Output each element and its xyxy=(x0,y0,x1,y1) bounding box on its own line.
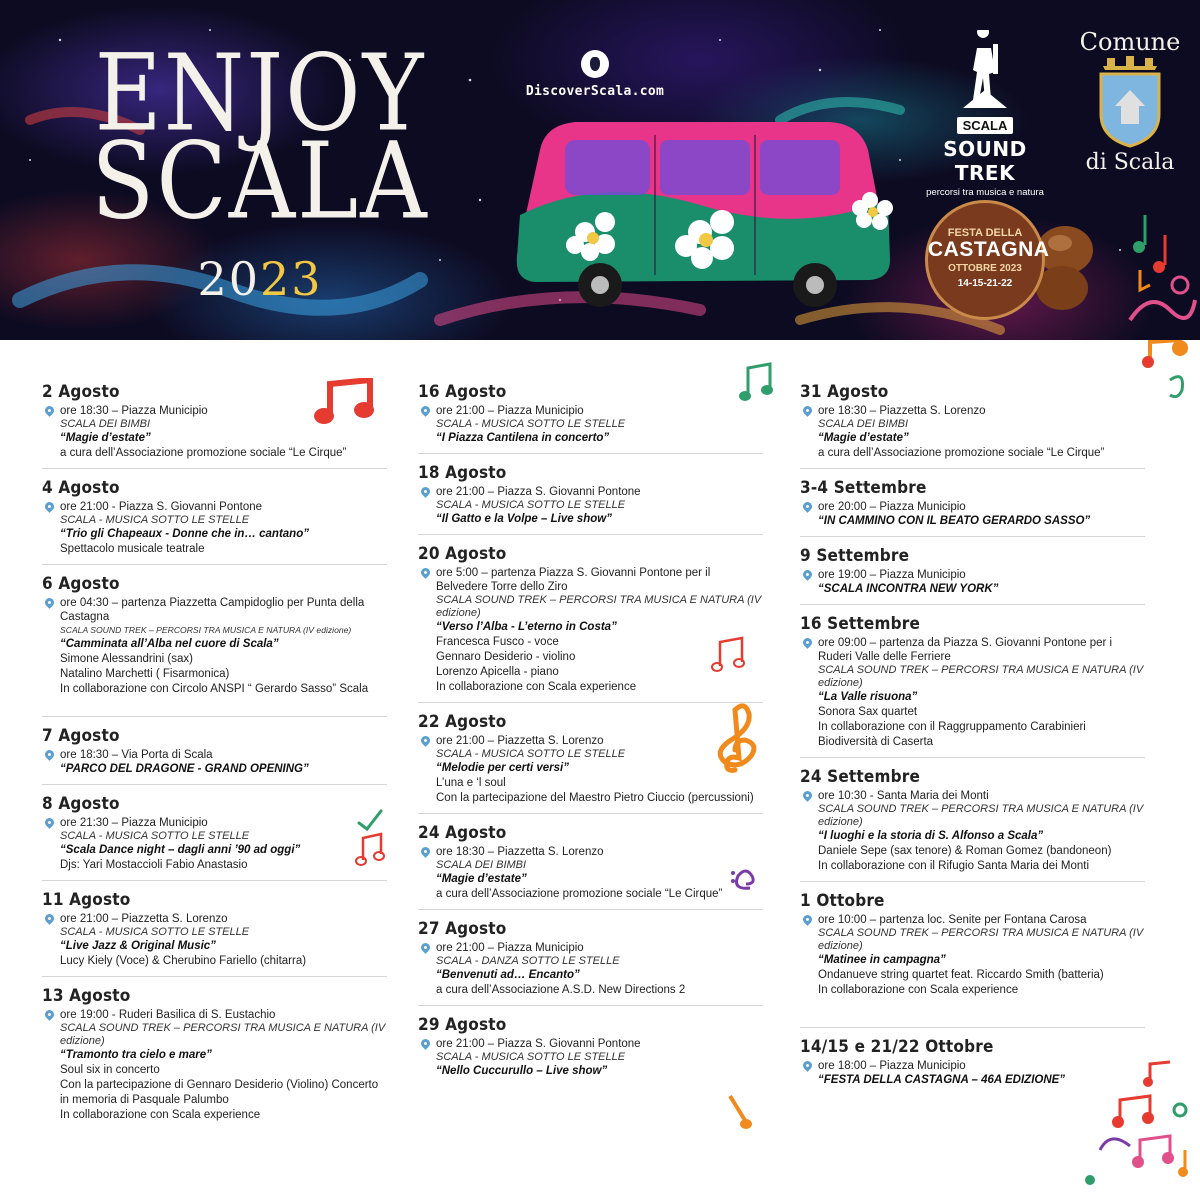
event-time: ore 18:00 – Piazza Municipio xyxy=(800,1059,1145,1073)
event-date: 11 Agosto xyxy=(42,890,131,910)
event-item xyxy=(418,1015,763,1086)
event-time: ore 04:30 – partenza Piazzetta Campidoglio per Punta della Castagna xyxy=(42,596,387,624)
event-item xyxy=(42,794,387,881)
festa-line4: 14-15-21-22 xyxy=(957,278,1013,289)
event-item xyxy=(418,463,763,535)
location-pin-icon xyxy=(801,913,814,926)
event-series: SCALA - MUSICA SOTTO LE STELLE xyxy=(436,418,626,430)
event-detail: Francesca Fusco - voce xyxy=(436,636,559,648)
event-name: “Live Jazz & Original Music” xyxy=(60,940,216,952)
location-pin-icon xyxy=(43,500,56,513)
event-date: 14/15 e 21/22 Ottobre xyxy=(800,1037,994,1057)
event-detail: Lucy Kiely (Voce) & Cherubino Fariello (chitarra) xyxy=(60,955,307,967)
event-item xyxy=(418,712,763,814)
event-date: 7 Agosto xyxy=(42,726,120,746)
event-series: SCALA SOUND TREK – PERCORSI TRA MUSICA E NATURA (IV edizione) xyxy=(818,664,1144,689)
event-detail: a cura dell’Associazione promozione sociale “Le Cirque” xyxy=(818,447,1105,459)
event-item xyxy=(418,919,763,1006)
event-time: ore 21:00 – Piazza S. Giovanni Pontone xyxy=(418,1037,763,1051)
discover-text: DiscoverScala.com xyxy=(525,84,665,99)
location-pin-icon xyxy=(419,566,432,579)
event-date: 20 Agosto xyxy=(418,544,507,564)
event-time: ore 21:00 – Piazza S. Giovanni Pontone xyxy=(418,485,763,499)
event-date: 4 Agosto xyxy=(42,478,120,498)
event-item xyxy=(800,767,1145,882)
event-name: “Il Gatto e la Volpe – Live show” xyxy=(436,513,612,525)
event-time: ore 18:30 – Piazza Municipio xyxy=(42,404,387,418)
event-detail: In collaborazione con Scala experience xyxy=(436,681,637,693)
event-detail: a cura dell’Associazione promozione sociale “Le Cirque” xyxy=(436,888,723,900)
event-series: SCALA DEI BIMBI xyxy=(60,418,151,430)
event-series: SCALA SOUND TREK – PERCORSI TRA MUSICA E NATURA (IV edizione) xyxy=(818,803,1144,828)
event-detail: Djs: Yari Mostaccioli Fabio Anastasio xyxy=(60,859,248,871)
sound-trek-logo xyxy=(920,30,1050,198)
location-pin-icon xyxy=(419,404,432,417)
event-series: SCALA DEI BIMBI xyxy=(436,859,527,871)
event-detail: Spettacolo musicale teatrale xyxy=(60,543,205,555)
event-time: ore 21:30 – Piazza Municipio xyxy=(42,816,387,830)
event-item xyxy=(42,574,387,717)
event-item xyxy=(418,544,763,703)
event-detail: Soul six in concerto xyxy=(60,1064,160,1076)
event-time: ore 21:00 - Piazza S. Giovanni Pontone xyxy=(42,500,387,514)
event-date: 16 Settembre xyxy=(800,614,921,634)
location-pin-icon xyxy=(419,845,432,858)
location-pin-icon xyxy=(43,1008,56,1021)
festa-line2: CASTAGNA xyxy=(928,238,1050,261)
event-detail: a cura dell’Associazione promozione sociale “Le Cirque” xyxy=(60,447,347,459)
header-notes xyxy=(1130,215,1195,320)
event-item xyxy=(800,614,1145,758)
event-detail: In collaborazione con Circolo ANSPI “ Gerardo Sasso” Scala xyxy=(60,683,369,695)
event-detail: Sonora Sax quartet xyxy=(818,706,918,718)
title-year xyxy=(80,252,440,306)
comune-bottom-text: di Scala xyxy=(1085,150,1175,175)
event-series: SCALA DEI BIMBI xyxy=(818,418,909,430)
title-enjoy: ENJOY xyxy=(94,31,426,155)
event-series: SCALA SOUND TREK – PERCORSI TRA MUSICA E NATURA (IV edizione) xyxy=(60,1022,386,1047)
comune-top-text: Comune xyxy=(1079,28,1181,56)
event-series: SCALA SOUND TREK – PERCORSI TRA MUSICA E NATURA (IV edizione) xyxy=(818,927,1144,952)
title-scala: SCALA xyxy=(91,119,429,243)
event-item xyxy=(42,478,387,565)
event-time: ore 18:30 – Piazzetta S. Lorenzo xyxy=(800,404,1145,418)
event-name: “Magie d’estate” xyxy=(818,432,909,444)
discover-scala-logo[interactable] xyxy=(520,50,670,99)
location-pin-icon xyxy=(419,1037,432,1050)
event-detail: In collaborazione con Scala experience xyxy=(818,984,1019,996)
event-item xyxy=(42,726,387,785)
location-pin-icon xyxy=(43,748,56,761)
event-time: ore 09:00 – partenza da Piazza S. Giovanni Pontone per i Ruderi Valle delle Ferriere xyxy=(800,636,1145,664)
comune-di-scala-crest xyxy=(1065,28,1195,188)
event-detail: Natalino Marchetti ( Fisarmonica) xyxy=(60,668,230,680)
event-item xyxy=(800,382,1145,469)
event-series: SCALA - MUSICA SOTTO LE STELLE xyxy=(436,499,626,511)
festa-badge-circle xyxy=(925,200,1050,320)
event-date: 16 Agosto xyxy=(418,382,507,402)
event-name: “SCALA INCONTRA NEW YORK” xyxy=(818,583,999,595)
column-1 xyxy=(42,382,387,1139)
event-series: SCALA - MUSICA SOTTO LE STELLE xyxy=(436,1051,626,1063)
event-series: SCALA - MUSICA SOTTO LE STELLE xyxy=(60,926,250,938)
location-pin-icon xyxy=(43,816,56,829)
event-date: 9 Settembre xyxy=(800,546,910,566)
van-illustration xyxy=(517,122,893,307)
location-pin-icon xyxy=(43,912,56,925)
header-banner xyxy=(0,0,1200,340)
festa-castagna-badge xyxy=(925,200,1065,320)
event-detail: Con la partecipazione del Maestro Pietro Ciuccio (percussioni) xyxy=(436,792,754,804)
event-date: 29 Agosto xyxy=(418,1015,507,1035)
event-name: “Camminata all’Alba nel cuore di Scala” xyxy=(60,638,279,650)
year-part-a: 20 xyxy=(197,252,260,306)
event-date: 22 Agosto xyxy=(418,712,507,732)
event-detail: Simone Alessandrini (sax) xyxy=(60,653,193,665)
discover-icon xyxy=(581,50,609,78)
event-item xyxy=(800,891,1145,1028)
event-name: “PARCO DEL DRAGONE - GRAND OPENING” xyxy=(60,763,309,775)
event-date: 31 Agosto xyxy=(800,382,889,402)
event-name: “IN CAMMINO CON IL BEATO GERARDO SASSO” xyxy=(818,515,1091,527)
event-item xyxy=(800,478,1145,537)
event-name: “Verso l’Alba - L’eterno in Costa” xyxy=(436,621,617,633)
event-time: ore 21:00 – Piazza Municipio xyxy=(418,941,763,955)
hiker-icon xyxy=(955,30,1015,110)
event-item xyxy=(800,546,1145,605)
soundtrek-title: SOUND TREK xyxy=(943,137,1027,185)
event-name: “Magie d’estate” xyxy=(60,432,151,444)
event-detail: L’una e ‘l soul xyxy=(436,777,506,789)
event-item xyxy=(418,823,763,910)
location-pin-icon xyxy=(43,404,56,417)
location-pin-icon xyxy=(801,636,814,649)
event-detail: a cura dell’Associazione A.S.D. New Directions 2 xyxy=(436,984,686,996)
event-detail: Lorenzo Apicella - piano xyxy=(436,666,559,678)
location-pin-icon xyxy=(419,941,432,954)
event-name: “Magie d’estate” xyxy=(436,873,527,885)
event-item xyxy=(42,382,387,469)
festa-line1: FESTA DELLA xyxy=(947,227,1023,239)
event-name: “Matinee in campagna” xyxy=(818,954,946,966)
event-detail: In collaborazione con Scala experience xyxy=(60,1109,261,1121)
program-content xyxy=(0,340,1200,1200)
event-series: SCALA SOUND TREK – PERCORSI TRA MUSICA E NATURA (IV edizione) xyxy=(60,625,352,635)
crest-icon xyxy=(1093,56,1167,148)
event-name: “Tramonto tra cielo e mare” xyxy=(60,1049,212,1061)
event-name: “La Valle risuona” xyxy=(818,691,918,703)
event-date: 1 Ottobre xyxy=(800,891,885,911)
event-item xyxy=(800,1037,1145,1095)
music-note-icon xyxy=(1140,340,1200,410)
event-time: ore 21:00 – Piazzetta S. Lorenzo xyxy=(418,734,763,748)
event-name: “I luoghi e la storia di S. Alfonso a Scala” xyxy=(818,830,1044,842)
event-date: 24 Settembre xyxy=(800,767,921,787)
location-pin-icon xyxy=(801,1059,814,1072)
event-time: ore 18:30 – Via Porta di Scala xyxy=(42,748,387,762)
event-date: 6 Agosto xyxy=(42,574,120,594)
event-date: 27 Agosto xyxy=(418,919,507,939)
event-date: 2 Agosto xyxy=(42,382,120,402)
event-time: ore 20:00 – Piazza Municipio xyxy=(800,500,1145,514)
event-time: ore 10:00 – partenza loc. Senite per Fontana Carosa xyxy=(800,913,1145,927)
event-item xyxy=(418,382,763,454)
event-date: 3-4 Settembre xyxy=(800,478,927,498)
event-time: ore 21:00 – Piazzetta S. Lorenzo xyxy=(42,912,387,926)
title-block xyxy=(80,31,440,306)
column-3 xyxy=(800,382,1145,1104)
column-2 xyxy=(418,382,763,1095)
festa-line3: OTTOBRE 2023 xyxy=(948,263,1022,274)
location-pin-icon xyxy=(43,596,56,609)
event-item xyxy=(42,986,387,1130)
event-detail: Daniele Sepe (sax tenore) & Roman Gomez (bandoneon) xyxy=(818,845,1112,857)
event-time: ore 19:00 – Piazza Municipio xyxy=(800,568,1145,582)
event-detail: Gennaro Desiderio - violino xyxy=(436,651,576,663)
event-name: “FESTA DELLA CASTAGNA – 46A EDIZIONE” xyxy=(818,1074,1066,1086)
location-pin-icon xyxy=(419,485,432,498)
event-series: SCALA - MUSICA SOTTO LE STELLE xyxy=(60,830,250,842)
event-detail: In collaborazione con il Rifugio Santa Maria dei Monti xyxy=(818,860,1090,872)
location-pin-icon xyxy=(801,404,814,417)
event-name: “Nello Cuccurullo – Live show” xyxy=(436,1065,608,1077)
soundtrek-subtitle: percorsi tra musica e natura xyxy=(926,187,1044,198)
event-series: SCALA - MUSICA SOTTO LE STELLE xyxy=(60,514,250,526)
event-time: ore 21:00 – Piazza Municipio xyxy=(418,404,763,418)
event-item xyxy=(42,890,387,977)
event-name: “Melodie per certi versi” xyxy=(436,762,569,774)
event-date: 18 Agosto xyxy=(418,463,507,483)
soundtrek-scala: SCALA xyxy=(957,117,1014,134)
event-date: 8 Agosto xyxy=(42,794,120,814)
event-time: ore 5:00 – partenza Piazza S. Giovanni Pontone per il Belvedere Torre dello Ziro xyxy=(418,566,763,594)
event-name: “Benvenuti ad… Encanto” xyxy=(436,969,580,981)
event-series: SCALA - MUSICA SOTTO LE STELLE xyxy=(436,748,626,760)
year-part-b: 23 xyxy=(260,252,323,306)
location-pin-icon xyxy=(419,734,432,747)
event-time: ore 10:30 - Santa Maria dei Monti xyxy=(800,789,1145,803)
event-name: “Scala Dance night – dagli anni ’90 ad oggi” xyxy=(60,844,301,856)
event-name: “Trio gli Chapeaux - Donne che in… cantano” xyxy=(60,528,309,540)
event-detail: Con la partecipazione di Gennaro Desiderio (Violino) Concerto in memoria di Pasquale Palumbo xyxy=(60,1079,379,1106)
event-series: SCALA - DANZA SOTTO LE STELLE xyxy=(436,955,620,967)
event-date: 24 Agosto xyxy=(418,823,507,843)
location-pin-icon xyxy=(801,789,814,802)
music-note-icon xyxy=(726,1092,756,1132)
event-name: “I Piazza Cantilena in concerto” xyxy=(436,432,610,444)
event-date: 13 Agosto xyxy=(42,986,131,1006)
location-pin-icon xyxy=(801,500,814,513)
location-pin-icon xyxy=(801,568,814,581)
event-time: ore 19:00 - Ruderi Basilica di S. Eustachio xyxy=(42,1008,387,1022)
event-detail: Ondanueve string quartet feat. Riccardo Smith (batteria) xyxy=(818,969,1104,981)
event-detail: In collaborazione con il Raggruppamento Carabinieri Biodiversità di Caserta xyxy=(818,721,1086,748)
event-time: ore 18:30 – Piazzetta S. Lorenzo xyxy=(418,845,763,859)
event-series: SCALA SOUND TREK – PERCORSI TRA MUSICA E NATURA (IV edizione) xyxy=(436,594,762,619)
